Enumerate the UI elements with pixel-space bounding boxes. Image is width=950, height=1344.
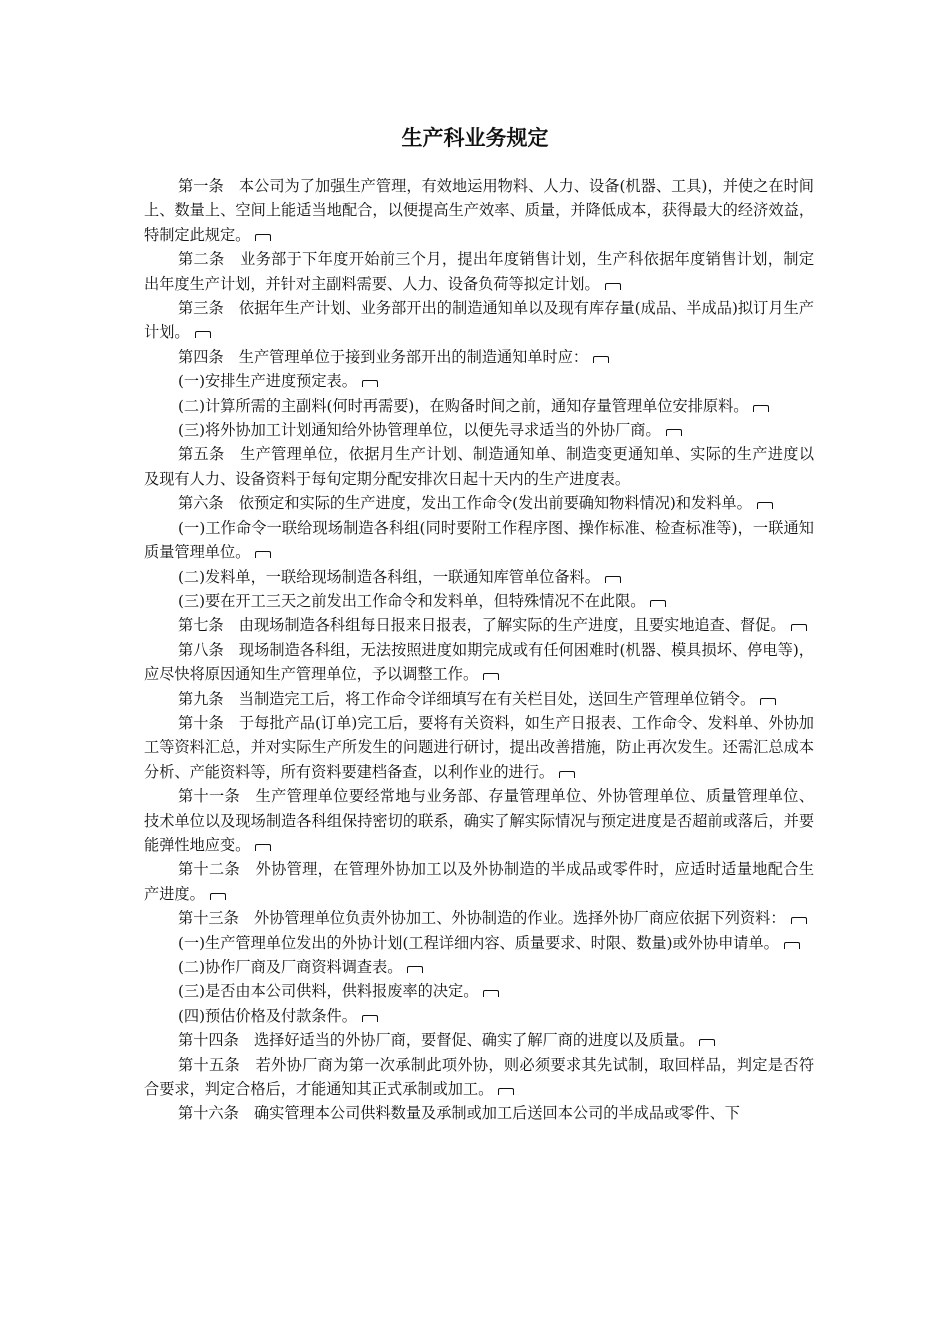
paragraph-text: 第七条 由现场制造各科组每日报来日报表，了解实际的生产进度，且要实地追查、督促。 bbox=[178, 616, 786, 635]
paragraph-article-7 bbox=[144, 613, 814, 637]
paragraph-article-5 bbox=[144, 442, 814, 491]
paragraph-article-3 bbox=[144, 296, 814, 345]
paragraph-article-2 bbox=[144, 247, 814, 296]
paragraph-mark-icon bbox=[255, 551, 271, 558]
paragraph-mark-icon bbox=[760, 698, 776, 705]
paragraph-item bbox=[144, 418, 814, 442]
paragraph-text: (三)将外协加工计划通知给外协管理单位，以便先寻求适当的外协厂商。 bbox=[178, 421, 661, 440]
paragraph-text: 第一条 本公司为了加强生产管理，有效地运用物料、人力、设备(机器、工具)，并使之在时间上、数量上、空间上能适当地配合，以便提高生产效率、质量，并降低成本，获得最大的经济效益，特制定此规定。 bbox=[144, 177, 814, 244]
paragraph-article-9 bbox=[144, 687, 814, 711]
paragraph-article-4 bbox=[144, 345, 814, 369]
paragraph-text: 第八条 现场制造各科组，无法按照进度如期完成或有任何困难时(机器、模具损坏、停电等)，应尽快将原因通知生产管理单位，予以调整工作。 bbox=[144, 640, 814, 684]
paragraph-text: (三)要在开工三天之前发出工作命令和发料单，但特殊情况不在此限。 bbox=[178, 591, 646, 610]
paragraph-text: 第三条 依据年生产计划、业务部开出的制造通知单以及现有库存量(成品、半成品)拟订月生产计划。 bbox=[144, 299, 814, 342]
paragraph-article-12 bbox=[144, 857, 814, 906]
paragraph-item bbox=[144, 1004, 814, 1028]
paragraph-text: 第四条 生产管理单位于接到业务部开出的制造通知单时应： bbox=[178, 347, 589, 366]
paragraph-text: (一)安排生产进度预定表。 bbox=[178, 372, 357, 391]
paragraph-mark-icon bbox=[784, 942, 800, 949]
paragraph-article-14 bbox=[144, 1028, 814, 1052]
paragraph-text: (二)计算所需的主副料(何时再需要)，在购备时间之前，通知存量管理单位安排原料。 bbox=[178, 396, 749, 415]
document-body bbox=[144, 174, 814, 1126]
paragraph-text: 第九条 当制造完工后，将工作命令详细填写在有关栏目处，送回生产管理单位销令。 bbox=[178, 689, 756, 708]
paragraph-item bbox=[144, 369, 814, 393]
paragraph-mark-icon bbox=[757, 502, 773, 509]
paragraph-mark-icon bbox=[483, 990, 499, 997]
paragraph-mark-icon bbox=[593, 356, 609, 363]
paragraph-article-10 bbox=[144, 711, 814, 784]
paragraph-text: 第十四条 选择好适当的外协厂商，要督促、确实了解厂商的进度以及质量。 bbox=[178, 1031, 695, 1050]
paragraph-item bbox=[144, 589, 814, 613]
paragraph-article-16 bbox=[144, 1101, 814, 1125]
paragraph-mark-icon bbox=[666, 429, 682, 436]
paragraph-article-1 bbox=[144, 174, 814, 247]
paragraph-mark-icon bbox=[498, 1088, 514, 1095]
paragraph-article-6 bbox=[144, 491, 814, 515]
paragraph-item bbox=[144, 516, 814, 565]
paragraph-text: 第十二条 外协管理，在管理外协加工以及外协制造的半成品或零件时，应适时适量地配合生产进度。 bbox=[144, 860, 814, 903]
paragraph-item bbox=[144, 955, 814, 979]
paragraph-mark-icon bbox=[362, 1015, 378, 1022]
paragraph-mark-icon bbox=[791, 624, 807, 631]
paragraph-mark-icon bbox=[650, 600, 666, 607]
paragraph-mark-icon bbox=[791, 917, 807, 924]
paragraph-mark-icon bbox=[559, 771, 575, 778]
paragraph-item bbox=[144, 394, 814, 418]
paragraph-text: 第五条 生产管理单位，依据月生产计划、制造通知单、制造变更通知单、实际的生产进度以及现有人力、设备资料于每旬定期分配安排次日起十天内的生产进度表。 bbox=[144, 445, 814, 488]
paragraph-mark-icon bbox=[407, 966, 423, 973]
document-title: 生产科业务规定 bbox=[401, 126, 549, 150]
paragraph-text: 第六条 依预定和实际的生产进度，发出工作命令(发出前要确知物料情况)和发料单。 bbox=[178, 494, 752, 513]
paragraph-article-8 bbox=[144, 638, 814, 687]
paragraph-text: (四)预估价格及付款条件。 bbox=[178, 1006, 357, 1025]
paragraph-mark-icon bbox=[753, 405, 769, 412]
paragraph-mark-icon bbox=[483, 673, 499, 680]
paragraph-text: 第十一条 生产管理单位要经常地与业务部、存量管理单位、外协管理单位、质量管理单位、技术单位以及现场制造各科组保持密切的联系，确实了解实际情况与预定进度是否超前或落后，并要能弹性地应变。 bbox=[144, 787, 814, 854]
paragraph-text: 第十三条 外协管理单位负责外协加工、外协制造的作业。选择外协厂商应依据下列资料： bbox=[178, 909, 786, 928]
paragraph-mark-icon bbox=[605, 283, 621, 290]
paragraph-text: 第十条 于每批产品(订单)完工后，要将有关资料，如生产日报表、工作命令、发料单、外协加工等资料汇总，并对实际生产所发生的问题进行研讨，提出改善措施，防止再次发生。还需汇总成本分析、产能资料等，所有资料要建档备查，以利作业的进行。 bbox=[144, 713, 814, 781]
paragraph-article-13 bbox=[144, 906, 814, 930]
paragraph-item bbox=[144, 931, 814, 955]
paragraph-mark-icon bbox=[362, 380, 378, 387]
paragraph-mark-icon bbox=[605, 576, 621, 583]
paragraph-text: (三)是否由本公司供料，供料报废率的决定。 bbox=[178, 982, 479, 1001]
paragraph-mark-icon bbox=[255, 234, 271, 241]
paragraph-item bbox=[144, 565, 814, 589]
paragraph-article-11 bbox=[144, 784, 814, 857]
paragraph-article-15 bbox=[144, 1053, 814, 1102]
paragraph-item bbox=[144, 979, 814, 1003]
paragraph-mark-icon bbox=[699, 1039, 715, 1046]
paragraph-text: (一)工作命令一联给现场制造各科组(同时要附工作程序图、操作标准、检查标准等)，一联通知质量管理单位。 bbox=[144, 518, 814, 562]
paragraph-text: (二)发料单，一联给现场制造各科组，一联通知库管单位备料。 bbox=[178, 567, 600, 586]
paragraph-mark-icon bbox=[255, 844, 271, 851]
paragraph-text: 第二条 业务部于下年度开始前三个月，提出年度销售计划，生产科依据年度销售计划，制定出年度生产计划，并针对主副料需要、人力、设备负荷等拟定计划。 bbox=[144, 250, 814, 293]
paragraph-text: 第十六条 确实管理本公司供料数量及承制或加工后送回本公司的半成品或零件、下 bbox=[178, 1104, 740, 1123]
paragraph-mark-icon bbox=[210, 893, 226, 900]
paragraph-mark-icon bbox=[195, 331, 211, 338]
paragraph-text: 第十五条 若外协厂商为第一次承制此项外协，则必须要求其先试制，取回样品，判定是否符合要求，判定合格后，才能通知其正式承制或加工。 bbox=[144, 1055, 814, 1099]
paragraph-text: (一)生产管理单位发出的外协计划(工程详细内容、质量要求、时限、数量)或外协申请单。 bbox=[178, 933, 779, 952]
paragraph-text: (二)协作厂商及厂商资料调查表。 bbox=[178, 958, 403, 976]
